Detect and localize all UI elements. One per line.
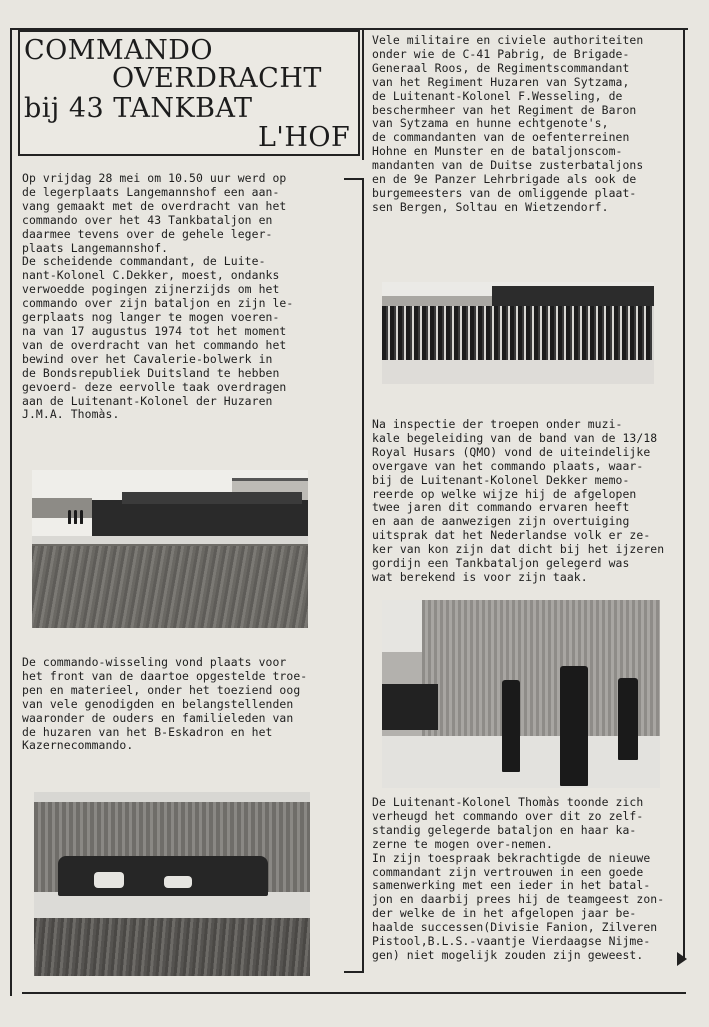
title-line-3: bij 43 TANKBAT xyxy=(24,93,253,124)
photo-parade-tanks xyxy=(32,470,308,628)
title-line-2: OVERDRACHT xyxy=(112,63,322,94)
photo-officers-hangar xyxy=(382,600,660,788)
paragraph-wisseling: De commando-wisseling vond plaats voor het front van de daartoe opgestelde troe- pen en materieel, onder het toeziend oog van vele genodigden en belangstellenden waaronder de ouders en familieleden van de huzaren van het B-Eskadron en het Kazernecommando. xyxy=(22,655,308,753)
title-line-4: L'HOF xyxy=(258,122,351,153)
title-box xyxy=(18,30,360,156)
paragraph-inspectie: Na inspectie der troepen onder muzi- kale begeleiding van de band van de 13/18 Royal Husars (QMO) vond de uiteindelijke overgave van het commando plaats, waar- bij de Luitenant-Kolonel Dekker memo- reerde op welke wijze hij de afgelopen twee jaren dit commando ervaren heeft en aan de aanwezigen zijn overtuiging uitsprak dat het Nederlandse volk er ze- ker van kon zijn dat dicht bij het ijzeren gordijn een Tankbataljon gelegerd was wat berekend is voor zijn taak. xyxy=(372,417,665,584)
column-divider xyxy=(362,30,364,160)
title-line-1: COMMANDO xyxy=(24,35,213,66)
photo-seated-guests xyxy=(34,792,310,976)
photo-troops-line xyxy=(382,282,654,384)
frame-right-rule xyxy=(683,28,685,958)
paragraph-intro: Op vrijdag 28 mei om 10.50 uur werd op de legerplaats Langemannshof een aan- vang gemaakt met de overdracht van het commando over het 43 Tankbataljon en daarmee tevens over de gehele leger- plaats Langemannshof. De scheidende commandant, de Luite- nant-Kolonel C.Dekker, moest, ondanks verwoedde pogingen zijnerzijds om het commando over zijn bataljon en zijn le- gerplaats nog langer te mogen voeren- na van 17 augustus 1974 tot het moment van de overdracht van het commando het bewind over het Cavalerie-bolwerk in de Bondsrepubliek Duitsland te hebben gevoerd- deze eervolle taak overdragen aan de Luitenant-Kolonel der Huzaren J.M.A. Thomàs. xyxy=(22,171,294,422)
paragraph-thomas: De Luitenant-Kolonel Thomàs toonde zich verheugd het commando over dit zo zelf- standig gelegerde bataljon en haar ka- zerne te mogen over-nemen. In zijn toespraak bekrachtigde de nieuwe commandant zijn vertrouwen in een goede samenwerking met een ieder in het batal- jon en daarbij prees hij de teamgeest zon- der welke de in het afgelopen jaar be- haalde successen(Divisie Fanion, Zilveren Pistool,B.L.S.-vaantje Vierdaagse Nijme- gen) niet mogelijk zouden zijn geweest. xyxy=(372,795,665,962)
continue-arrow-icon xyxy=(677,952,687,966)
paragraph-guests: Vele militaire en civiele authoriteiten onder wie de C-41 Pabrig, de Brigade- Generaal Roos, de Regimentscommandant van het Regiment Huzaren van Sytzama, de Luitenant-Kolonel F.Wesseling, de beschermheer van het Regiment de Baron van Sytzama en hunne echtgenote's, de commandanten van de oefenterreinen Hohne en Munster en de bataljonscom- mandanten van de Duitse zusterbataljons en de 9e Panzer Lehrbrigade als ook de burgemeesters van de omliggende plaat- sen Bergen, Soltau en Wietzendorf. xyxy=(372,33,644,214)
frame-bottom-rule xyxy=(22,992,686,994)
column-bracket xyxy=(344,178,364,973)
